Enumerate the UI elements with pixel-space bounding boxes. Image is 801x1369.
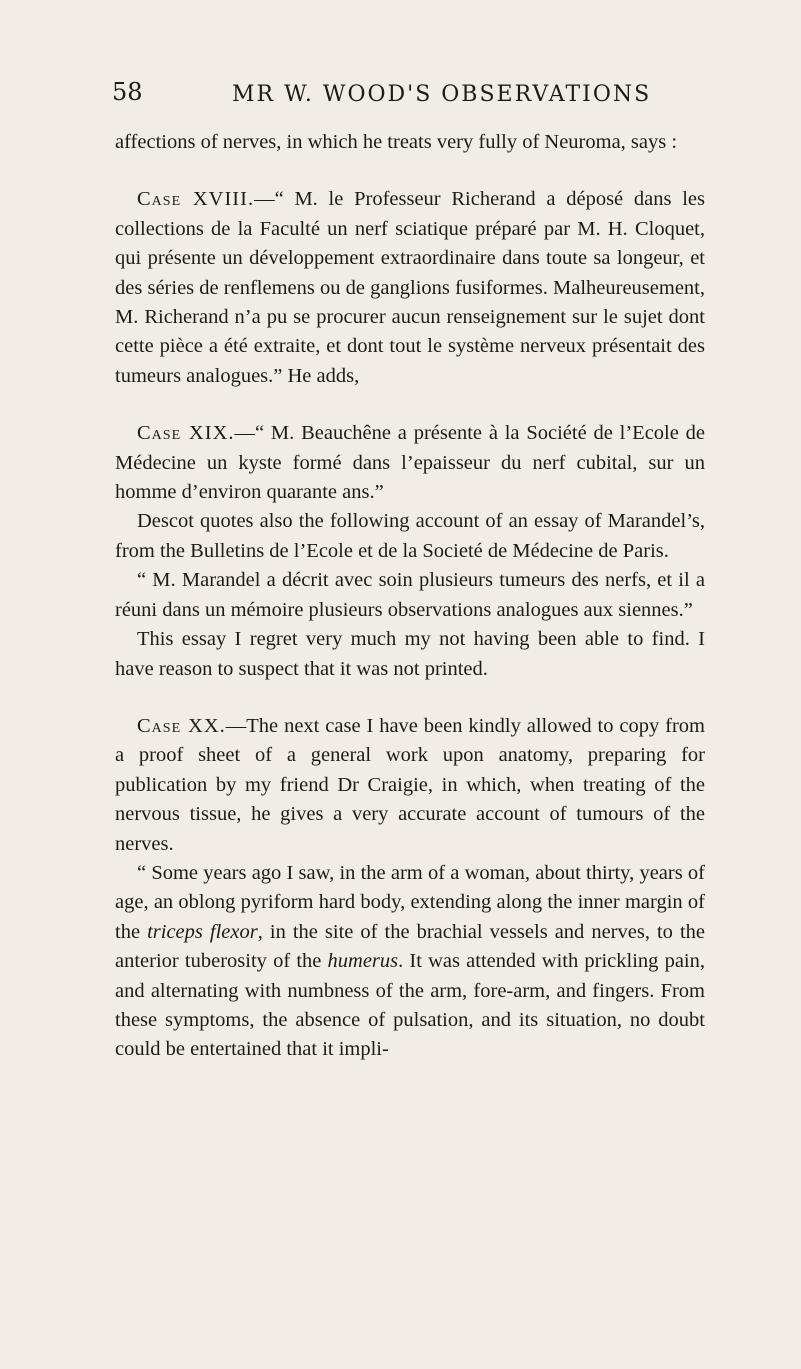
- page-number: 58: [112, 78, 143, 106]
- case-heading: Case XIX.: [137, 422, 235, 445]
- paragraph-marandel-quote: [115, 566, 705, 625]
- body-text: [115, 128, 705, 1065]
- case-heading: Case XX.: [137, 714, 226, 737]
- paragraph-intro: [115, 128, 705, 157]
- case-heading: Case XVIII.: [137, 188, 255, 211]
- paragraph-case-18: [115, 185, 705, 391]
- paragraph-text: , in the site of the brachial vessels and nerves, to the anterior tuberosity of the: [115, 920, 705, 973]
- paragraph-text: “ M. Marandel a décrit avec soin plusieurs tumeurs des nerfs, et il a réuni dans un mémoire plusieurs observations analogues aux siennes.”: [115, 569, 705, 621]
- paragraph-text: “ Some years ago I saw, in the arm of a woman, about thirty, years of age, an oblong pyriform hard body, extending along the inner margin of the: [115, 861, 705, 943]
- paragraph-descot: [115, 507, 705, 566]
- paragraph-text: . It was attended with prickling pain, and alternating with numbness of the arm, fore-arm, and fingers. From these symptoms, the absence of pulsation, and its situation, no doubt could be entertained that it impli-: [115, 950, 705, 1061]
- paragraph-text: Descot quotes also the following account of an essay of Marandel’s, from the Bulletins de l’Ecole et de la Societé de Médecine de Paris.: [115, 510, 705, 562]
- paragraph-text: This essay I regret very much my not having been able to find. I have reason to suspect that it was not printed.: [115, 628, 705, 680]
- running-title: MR W. WOOD'S OBSERVATIONS: [232, 82, 652, 107]
- paragraph-essay-regret: [115, 625, 705, 684]
- paragraph-text: —The next case I have been kindly allowed to copy from a proof sheet of a general work upon anatomy, preparing for publication by my friend Dr Craigie, in which, when treating of the nervous tissue, he gives a very accurate account of tumours of the nerves.: [115, 714, 706, 855]
- paragraph-case-19: [115, 419, 705, 507]
- italic-term: triceps flexor: [147, 920, 258, 943]
- paragraph-text: —“ M. le Professeur Richerand a déposé dans les collections de la Faculté un nerf sciatique préparé par M. H. Cloquet, qui présente un développement extraordinaire dans toute sa longeur, et des séries de renflemens ou de ganglions fusiformes. Malheureusement, M. Richerand n’a pu se procurer aucun renseignement sur le sujet dont cette pièce a été extraite, et dont tout le système nerveux présentait des tumeurs analogues.” He adds,: [115, 188, 705, 387]
- paragraph-text: affections of nerves, in which he treats very fully of Neuroma, says :: [115, 131, 678, 153]
- paragraph-text: —“ M. Beauchêne a présente à la Société de l’Ecole de Médecine un kyste formé dans l’epaisseur du nerf cubital, sur un homme d’environ quarante ans.”: [115, 422, 705, 504]
- italic-term: humerus: [327, 950, 399, 973]
- running-header: [0, 78, 801, 118]
- paragraph-case-20: [115, 712, 705, 859]
- paragraph-craigie-quote: [115, 859, 705, 1065]
